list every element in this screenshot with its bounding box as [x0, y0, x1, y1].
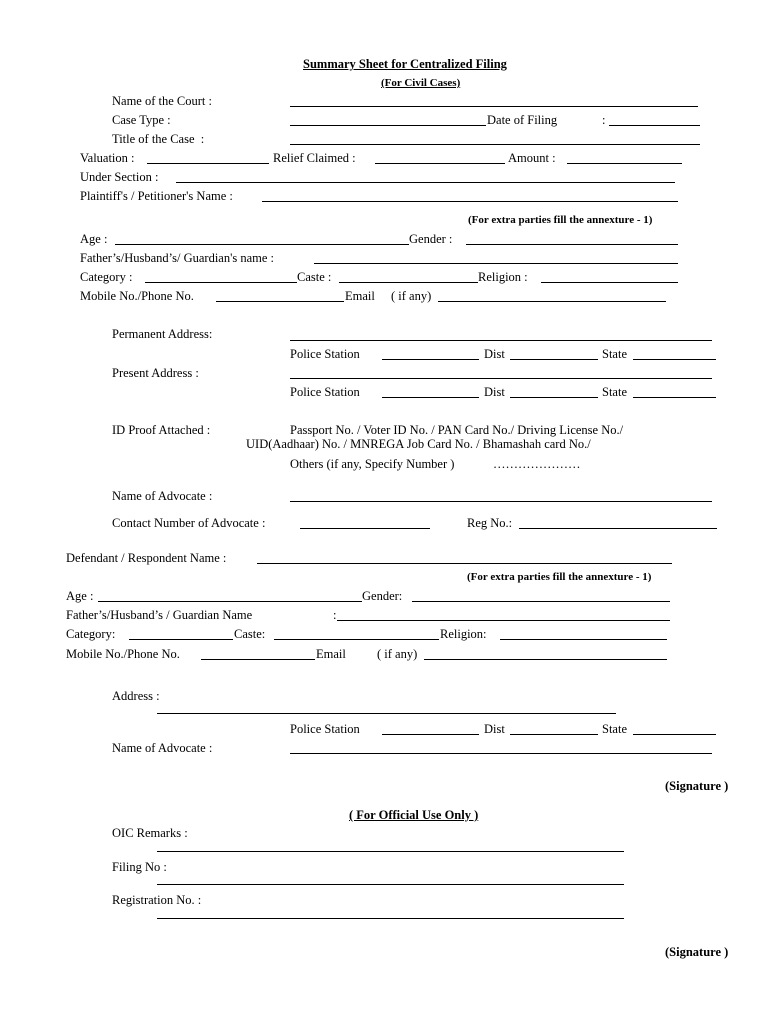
defendant-name-field[interactable]: [257, 563, 672, 564]
present-dist-field[interactable]: [510, 397, 598, 398]
id-proof-others-label: Others (if any, Specify Number ): [290, 457, 455, 471]
plaintiff-advocate-name-label: Name of Advocate :: [112, 489, 213, 503]
oic-remarks-field[interactable]: [157, 851, 624, 852]
defendant-caste-label: Caste:: [234, 627, 266, 641]
registration-no-label: Registration No. :: [112, 893, 202, 907]
defendant-police-station-label: Police Station: [290, 722, 360, 736]
court-name-label: Name of the Court :: [112, 94, 212, 108]
plaintiff-religion-label: Religion :: [478, 270, 528, 284]
defendant-mobile-field[interactable]: [201, 659, 315, 660]
registration-no-field[interactable]: [157, 918, 624, 919]
defendant-dist-label: Dist: [484, 722, 505, 736]
plaintiff-category-label: Category :: [80, 270, 133, 284]
id-proof-label: ID Proof Attached :: [112, 423, 211, 437]
plaintiff-annexure-note: (For extra parties fill the annexture - 1): [468, 214, 653, 226]
defendant-name-label: Defendant / Respondent Name :: [66, 551, 227, 565]
advocate-reg-no-field[interactable]: [519, 528, 717, 529]
plaintiff-category-field[interactable]: [145, 282, 297, 283]
present-state-field[interactable]: [633, 397, 716, 398]
under-section-label: Under Section :: [80, 170, 159, 184]
permanent-state-label: State: [602, 347, 627, 361]
defendant-mobile-label: Mobile No./Phone No.: [66, 647, 180, 661]
present-address-field[interactable]: [290, 378, 712, 379]
plaintiff-gender-label: Gender :: [409, 232, 453, 246]
relief-claimed-field[interactable]: [375, 163, 505, 164]
relief-claimed-label: Relief Claimed :: [273, 151, 356, 165]
defendant-email-label: Email: [316, 647, 346, 661]
permanent-address-label: Permanent Address:: [112, 327, 213, 341]
defendant-address-label: Address :: [112, 689, 160, 703]
defendant-email-if-any: ( if any): [377, 647, 418, 661]
defendant-dist-field[interactable]: [510, 734, 598, 735]
plaintiff-religion-field[interactable]: [541, 282, 678, 283]
present-police-station-label: Police Station: [290, 385, 360, 399]
present-dist-label: Dist: [484, 385, 505, 399]
plaintiff-caste-label: Caste :: [297, 270, 332, 284]
present-state-label: State: [602, 385, 627, 399]
under-section-field[interactable]: [176, 182, 675, 183]
plaintiff-email-label: Email: [345, 289, 375, 303]
present-police-station-field[interactable]: [382, 397, 479, 398]
defendant-caste-field[interactable]: [274, 639, 439, 640]
permanent-dist-label: Dist: [484, 347, 505, 361]
id-proof-options-line-1: Passport No. / Voter ID No. / PAN Card No./ Driving License No./: [290, 423, 624, 437]
defendant-email-field[interactable]: [424, 659, 667, 660]
permanent-state-field[interactable]: [633, 359, 716, 360]
plaintiff-age-field[interactable]: [115, 244, 409, 245]
defendant-guardian-field[interactable]: [337, 620, 670, 621]
defendant-police-station-field[interactable]: [382, 734, 479, 735]
defendant-address-field[interactable]: [157, 713, 616, 714]
court-name-field[interactable]: [290, 106, 698, 107]
case-type-label: Case Type :: [112, 113, 171, 127]
defendant-guardian-label: Father’s/Husband’s / Guardian Name: [66, 608, 253, 622]
filing-no-field[interactable]: [157, 884, 624, 885]
amount-label: Amount :: [508, 151, 556, 165]
defendant-state-field[interactable]: [633, 734, 716, 735]
id-proof-others-field[interactable]: …………………: [493, 457, 581, 471]
plaintiff-caste-field[interactable]: [339, 282, 478, 283]
plaintiff-email-field[interactable]: [438, 301, 666, 302]
defendant-religion-label: Religion:: [440, 627, 487, 641]
plaintiff-mobile-field[interactable]: [216, 301, 344, 302]
applicant-signature-label: (Signature ): [665, 779, 729, 793]
case-type-field[interactable]: [290, 125, 486, 126]
plaintiff-name-label: Plaintiff's / Petitioner's Name :: [80, 189, 233, 203]
defendant-advocate-name-label: Name of Advocate :: [112, 741, 213, 755]
defendant-category-field[interactable]: [129, 639, 233, 640]
plaintiff-mobile-label: Mobile No./Phone No.: [80, 289, 194, 303]
defendant-category-label: Category:: [66, 627, 116, 641]
case-title-label: Title of the Case :: [112, 132, 205, 146]
date-of-filing-field[interactable]: [609, 125, 700, 126]
plaintiff-email-if-any: ( if any): [391, 289, 432, 303]
plaintiff-name-field[interactable]: [262, 201, 678, 202]
case-title-field[interactable]: [290, 144, 700, 145]
official-signature-label: (Signature ): [665, 945, 729, 959]
defendant-advocate-name-field[interactable]: [290, 753, 712, 754]
date-of-filing-label: Date of Filing: [487, 113, 558, 127]
valuation-label: Valuation :: [80, 151, 135, 165]
defendant-gender-field[interactable]: [412, 601, 670, 602]
permanent-dist-field[interactable]: [510, 359, 598, 360]
defendant-gender-label: Gender:: [362, 589, 403, 603]
defendant-age-label: Age :: [66, 589, 94, 603]
permanent-police-station-label: Police Station: [290, 347, 360, 361]
defendant-age-field[interactable]: [98, 601, 362, 602]
id-proof-options-line-2: UID(Aadhaar) No. / MNREGA Job Card No. / Bhamashah card No./: [246, 437, 591, 451]
plaintiff-advocate-name-field[interactable]: [290, 501, 712, 502]
advocate-contact-field[interactable]: [300, 528, 430, 529]
amount-field[interactable]: [567, 163, 682, 164]
date-of-filing-colon: :: [602, 113, 606, 127]
permanent-police-station-field[interactable]: [382, 359, 479, 360]
defendant-guardian-colon: :: [333, 608, 337, 622]
defendant-religion-field[interactable]: [500, 639, 667, 640]
valuation-field[interactable]: [147, 163, 269, 164]
page-title: Summary Sheet for Centralized Filing: [303, 57, 507, 71]
plaintiff-guardian-label: Father’s/Husband’s/ Guardian's name :: [80, 251, 275, 265]
plaintiff-gender-field[interactable]: [466, 244, 678, 245]
official-use-heading: ( For Official Use Only ): [349, 808, 479, 822]
advocate-reg-no-label: Reg No.:: [467, 516, 513, 530]
filing-no-label: Filing No :: [112, 860, 167, 874]
plaintiff-guardian-field[interactable]: [314, 263, 678, 264]
defendant-annexure-note: (For extra parties fill the annexture - 1): [467, 571, 652, 583]
advocate-contact-label: Contact Number of Advocate :: [112, 516, 266, 530]
permanent-address-field[interactable]: [290, 340, 712, 341]
defendant-state-label: State: [602, 722, 627, 736]
oic-remarks-label: OIC Remarks :: [112, 826, 188, 840]
page-subtitle: (For Civil Cases): [381, 77, 461, 89]
plaintiff-age-label: Age :: [80, 232, 108, 246]
present-address-label: Present Address :: [112, 366, 199, 380]
